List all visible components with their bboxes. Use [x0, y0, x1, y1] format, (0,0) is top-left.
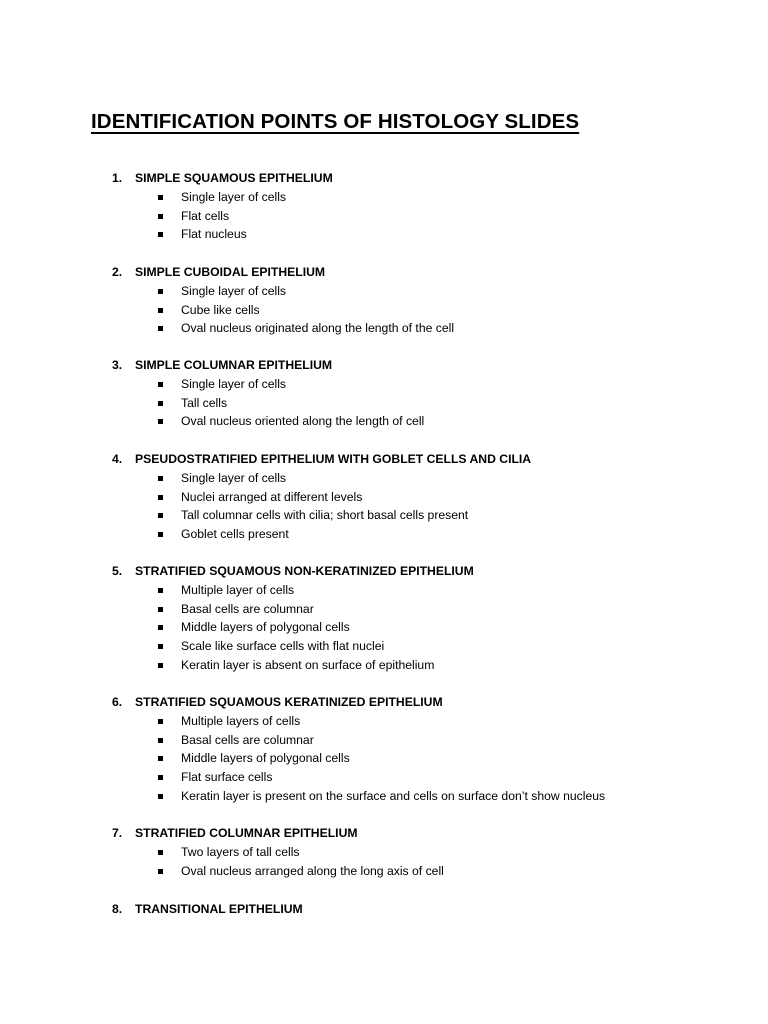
- section-heading: [0, 824, 768, 843]
- section-heading: [0, 562, 768, 581]
- square-bullet-icon: [158, 308, 163, 313]
- bullet-point: [0, 394, 768, 413]
- section-title: STRATIFIED SQUAMOUS KERATINIZED EPITHELIUM: [135, 695, 443, 709]
- square-bullet-icon: [158, 644, 163, 649]
- bullet-point-text: Tall columnar cells with cilia; short basal cells present: [181, 508, 469, 523]
- square-bullet-icon: [158, 663, 163, 668]
- square-bullet-icon: [158, 738, 163, 743]
- bullet-point: [0, 506, 768, 525]
- section-title: STRATIFIED SQUAMOUS NON-KERATINIZED EPITHELIUM: [135, 564, 474, 578]
- bullet-point-text: Single layer of cells: [181, 471, 286, 485]
- section-number: 7.: [112, 826, 123, 840]
- section-number: 4.: [112, 452, 123, 466]
- bullet-point: [0, 731, 768, 750]
- section-title: SIMPLE SQUAMOUS EPITHELIUM: [135, 171, 333, 185]
- section-title: PSEUDOSTRATIFIED EPITHELIUM WITH GOBLET CELLS AND CILIA: [135, 452, 532, 466]
- square-bullet-icon: [158, 850, 163, 855]
- bullet-point-text: Multiple layer of cells: [181, 583, 295, 597]
- bullet-point: [0, 637, 768, 656]
- section-title: TRANSITIONAL EPITHELIUM: [135, 902, 303, 916]
- bullet-point: [0, 768, 768, 787]
- bullet-point-text: Basal cells are columnar: [181, 732, 314, 747]
- bullet-point: [0, 656, 768, 675]
- section-item: [0, 356, 768, 431]
- bullet-point-text: Scale like surface cells with flat nuclei: [181, 639, 385, 654]
- bullet-point-text: Middle layers of polygonal cells: [181, 620, 350, 635]
- bullet-point: [0, 581, 768, 600]
- section-item: [0, 450, 768, 544]
- bullet-point: [0, 188, 768, 207]
- bullet-point-text: Oval nucleus oriented along the length of cell: [181, 414, 425, 429]
- bullet-point: [0, 488, 768, 507]
- section-item: [0, 169, 768, 244]
- bullet-point: [0, 600, 768, 619]
- section-number: 8.: [112, 902, 123, 916]
- square-bullet-icon: [158, 719, 163, 724]
- square-bullet-icon: [158, 419, 163, 424]
- bullet-point: [0, 225, 768, 244]
- square-bullet-icon: [158, 588, 163, 593]
- bullet-point: [0, 469, 768, 488]
- square-bullet-icon: [158, 232, 163, 237]
- square-bullet-icon: [158, 195, 163, 200]
- square-bullet-icon: [158, 607, 163, 612]
- section-item: [0, 693, 768, 805]
- bullet-point-text: Single layer of cells: [181, 190, 286, 204]
- bullet-point-text: Multiple layers of cells: [181, 714, 301, 728]
- bullet-point-text: Oval nucleus arranged along the long axis of cell: [181, 863, 444, 878]
- bullet-point: [0, 319, 768, 338]
- square-bullet-icon: [158, 775, 163, 780]
- section-title: STRATIFIED COLUMNAR EPITHELIUM: [135, 826, 358, 840]
- section-heading: [0, 900, 768, 919]
- section-item: [0, 900, 768, 919]
- bullet-point: [0, 843, 768, 862]
- bullet-point-text: Middle layers of polygonal cells: [181, 751, 350, 766]
- section-number: 1.: [112, 171, 123, 185]
- bullet-point-text: Tall cells: [181, 395, 228, 410]
- section-number: 5.: [112, 564, 123, 578]
- bullet-point-text: Flat cells: [181, 208, 230, 223]
- bullet-point: [0, 412, 768, 431]
- bullet-point-text: Cube like cells: [181, 302, 260, 317]
- section-item: [0, 824, 768, 880]
- bullet-point-text: Basal cells are columnar: [181, 601, 314, 616]
- bullet-point: [0, 207, 768, 226]
- section-title: SIMPLE CUBOIDAL EPITHELIUM: [135, 265, 326, 279]
- square-bullet-icon: [158, 756, 163, 761]
- bullet-point-text: Single layer of cells: [181, 377, 286, 391]
- bullet-point-text: Keratin layer is present on the surface and cells on surface don’t show nucleus: [181, 788, 606, 803]
- bullet-point: [0, 862, 768, 881]
- square-bullet-icon: [158, 869, 163, 874]
- section-heading: [0, 356, 768, 375]
- bullet-point-text: Oval nucleus originated along the length of the cell: [181, 321, 455, 336]
- bullet-point: [0, 525, 768, 544]
- section-heading: [0, 693, 768, 712]
- bullet-point: [0, 787, 768, 806]
- section-heading: [0, 169, 768, 188]
- bullet-point-text: Flat nucleus: [181, 227, 247, 242]
- square-bullet-icon: [158, 532, 163, 537]
- section-item: [0, 263, 768, 338]
- bullet-point: [0, 749, 768, 768]
- section-heading: [0, 263, 768, 282]
- bullet-point-text: Two layers of tall cells: [181, 845, 300, 859]
- bullet-point: [0, 301, 768, 320]
- section-heading: [0, 450, 768, 469]
- bullet-point-text: Flat surface cells: [181, 770, 273, 785]
- bullet-point-text: Keratin layer is absent on surface of epithelium: [181, 657, 435, 672]
- page-title: IDENTIFICATION POINTS OF HISTOLOGY SLIDES: [91, 110, 580, 133]
- section-number: 3.: [112, 358, 123, 372]
- square-bullet-icon: [158, 214, 163, 219]
- square-bullet-icon: [158, 382, 163, 387]
- bullet-point: [0, 618, 768, 637]
- square-bullet-icon: [158, 794, 163, 799]
- square-bullet-icon: [158, 289, 163, 294]
- square-bullet-icon: [158, 326, 163, 331]
- bullet-point-text: Single layer of cells: [181, 284, 286, 298]
- square-bullet-icon: [158, 495, 163, 500]
- bullet-point-text: Goblet cells present: [181, 527, 289, 542]
- square-bullet-icon: [158, 401, 163, 406]
- section-number: 6.: [112, 695, 123, 709]
- square-bullet-icon: [158, 625, 163, 630]
- bullet-point: [0, 282, 768, 301]
- bullet-point: [0, 375, 768, 394]
- square-bullet-icon: [158, 513, 163, 518]
- section-title: SIMPLE COLUMNAR EPITHELIUM: [135, 358, 333, 372]
- section-item: [0, 562, 768, 674]
- square-bullet-icon: [158, 476, 163, 481]
- bullet-point-text: Nuclei arranged at different levels: [181, 489, 363, 504]
- section-number: 2.: [112, 265, 123, 279]
- bullet-point: [0, 712, 768, 731]
